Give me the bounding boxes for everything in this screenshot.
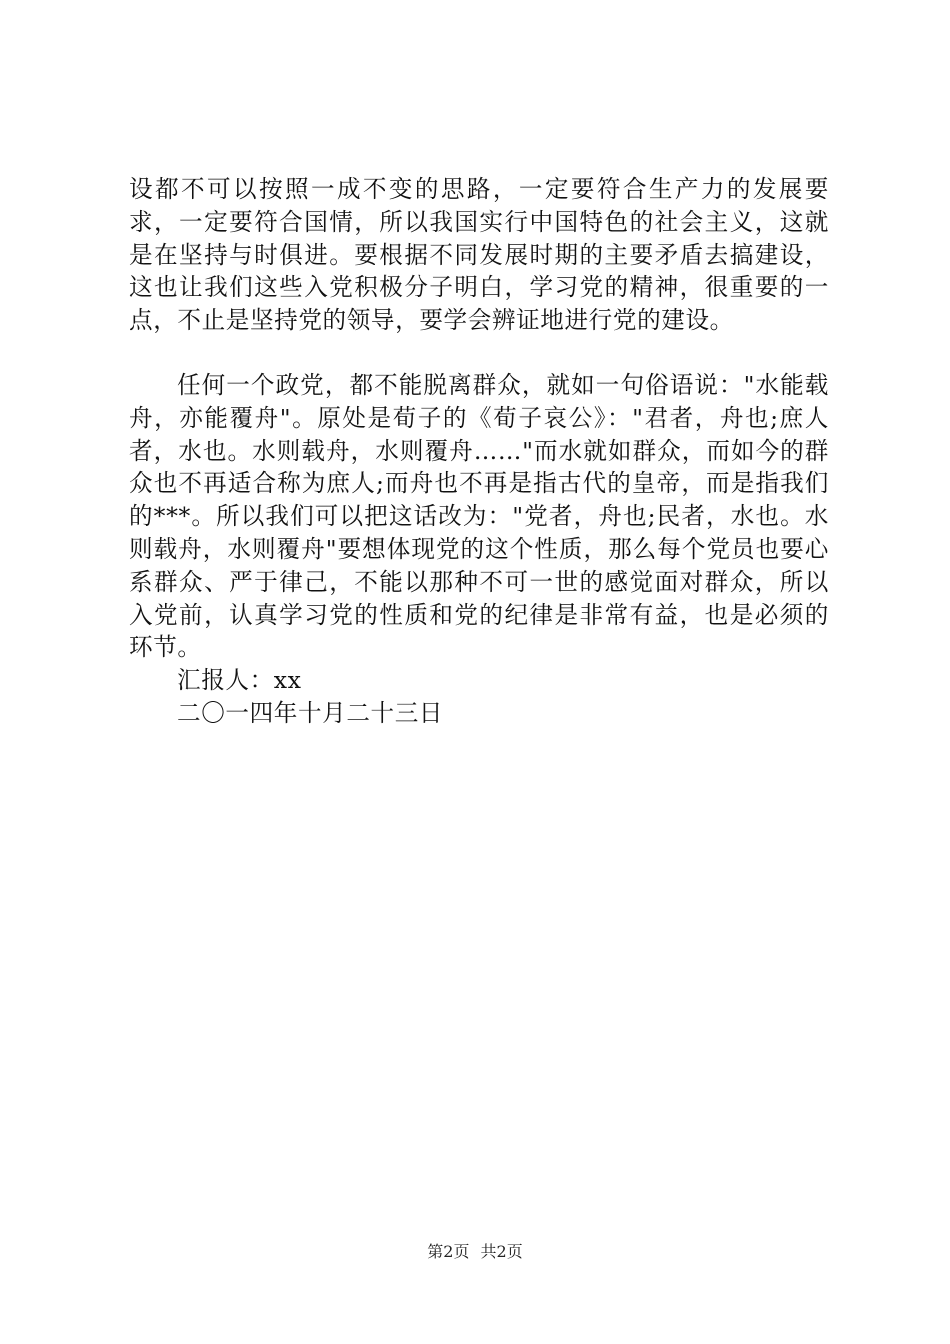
page-footer <box>0 1242 950 1262</box>
total-page-count: 共2页 <box>480 1242 523 1261</box>
paragraph-2: 任何一个政党，都不能脱离群众，就如一句俗语说："水能载舟，亦能覆舟"。原处是荀子的《荀子哀公》："君者，舟也;庶人者，水也。水则载舟，水则覆舟……"而水就如群众，而如今的群众也不再适合称为庶人;而舟也不再是指古代的皇帝，而是指我们的***。所以我们可以把这话改为："党者，舟也;民者，水也。水则载舟，水则覆舟"要想体现党的这个性质，那么每个党员也要心系群众、严于律己，不能以那种不可一世的感觉面对群众，所以入党前，认真学习党的性质和党的纪律是非常有益，也是必须的环节。 <box>129 370 829 662</box>
date-line: 二〇一四年十月二十三日 <box>177 698 444 727</box>
paragraph-1: 设都不可以按照一成不变的思路，一定要符合生产力的发展要求，一定要符合国情，所以我国实行中国特色的社会主义，这就是在坚持与时俱进。要根据不同发展时期的主要矛盾去搞建设，这也让我们这些入党积极分子明白，学习党的精神，很重要的一点，不止是坚持党的领导，要学会辨证地进行党的建设。 <box>129 175 829 335</box>
document-body <box>129 173 829 730</box>
current-page-number: 第2页 <box>427 1242 470 1261</box>
reporter-line: 汇报人：xx <box>177 666 302 695</box>
